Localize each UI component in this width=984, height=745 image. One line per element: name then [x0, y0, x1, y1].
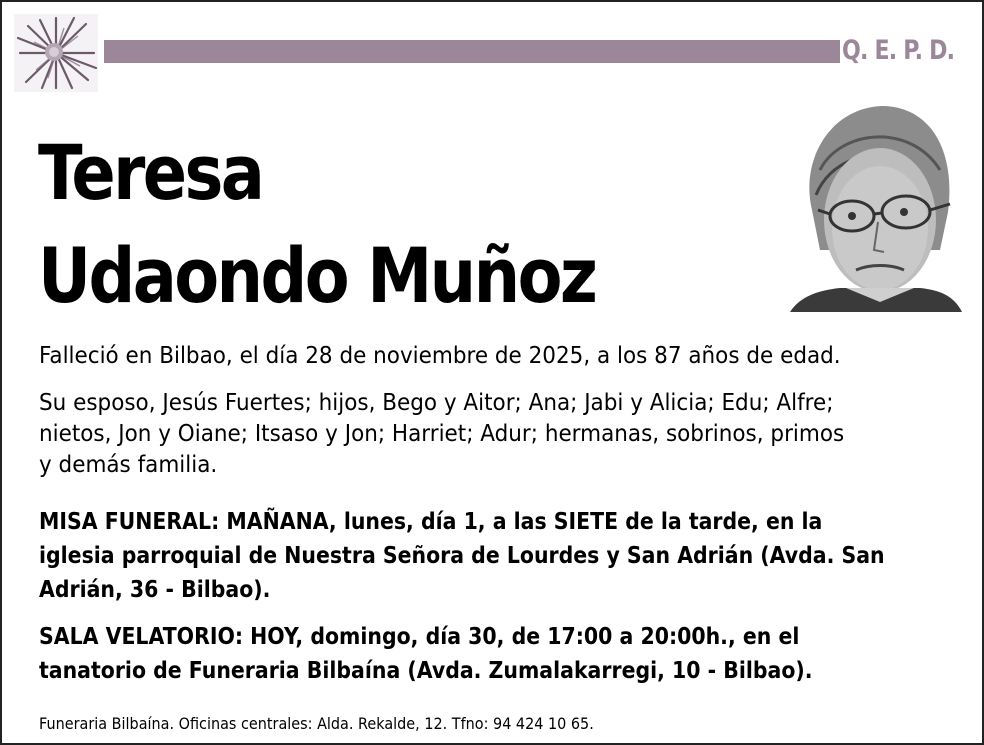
- death-notice: Falleció en Bilbao, el día 28 de noviembre de 2025, a los 87 años de edad.: [39, 341, 841, 369]
- deceased-first-name: Teresa: [38, 128, 263, 217]
- funeral-home-footer: Funeraria Bilbaína. Oficinas centrales: Alda. Rekalde, 12. Tfno: 94 424 10 65.: [39, 714, 594, 733]
- funeral-mass-line: MISA FUNERAL: MAÑANA, lunes, día 1, a las SIETE de la tarde, en la: [39, 509, 823, 535]
- flower-ornament-icon: [14, 14, 98, 92]
- family-line: y demás familia.: [39, 450, 218, 478]
- header-bar: [104, 40, 840, 63]
- family-line: Su esposo, Jesús Fuertes; hijos, Bego y Aitor; Ana; Jabi y Alicia; Edu; Alfre;: [39, 388, 834, 416]
- funeral-mass-line: iglesia parroquial de Nuestra Señora de Lourdes y San Adrián (Avda. San: [39, 543, 885, 569]
- funeral-mass-info: [39, 505, 885, 607]
- portrait-photo: [790, 100, 962, 312]
- wake-line: SALA VELATORIO: HOY, domingo, día 30, de 17:00 a 20:00h., en el: [39, 624, 800, 650]
- qepd-label: Q. E. P. D.: [842, 35, 955, 66]
- wake-info: [39, 620, 858, 688]
- wake-line: tanatorio de Funeraria Bilbaína (Avda. Zumalakarregi, 10 - Bilbao).: [39, 658, 813, 684]
- deceased-surname: Udaondo Muñoz: [38, 231, 596, 320]
- family-list: [39, 387, 881, 480]
- funeral-mass-line: Adrián, 36 - Bilbao).: [39, 577, 271, 603]
- family-line: nietos, Jon y Oiane; Itsaso y Jon; Harriet; Adur; hermanas, sobrinos, primos: [39, 419, 845, 447]
